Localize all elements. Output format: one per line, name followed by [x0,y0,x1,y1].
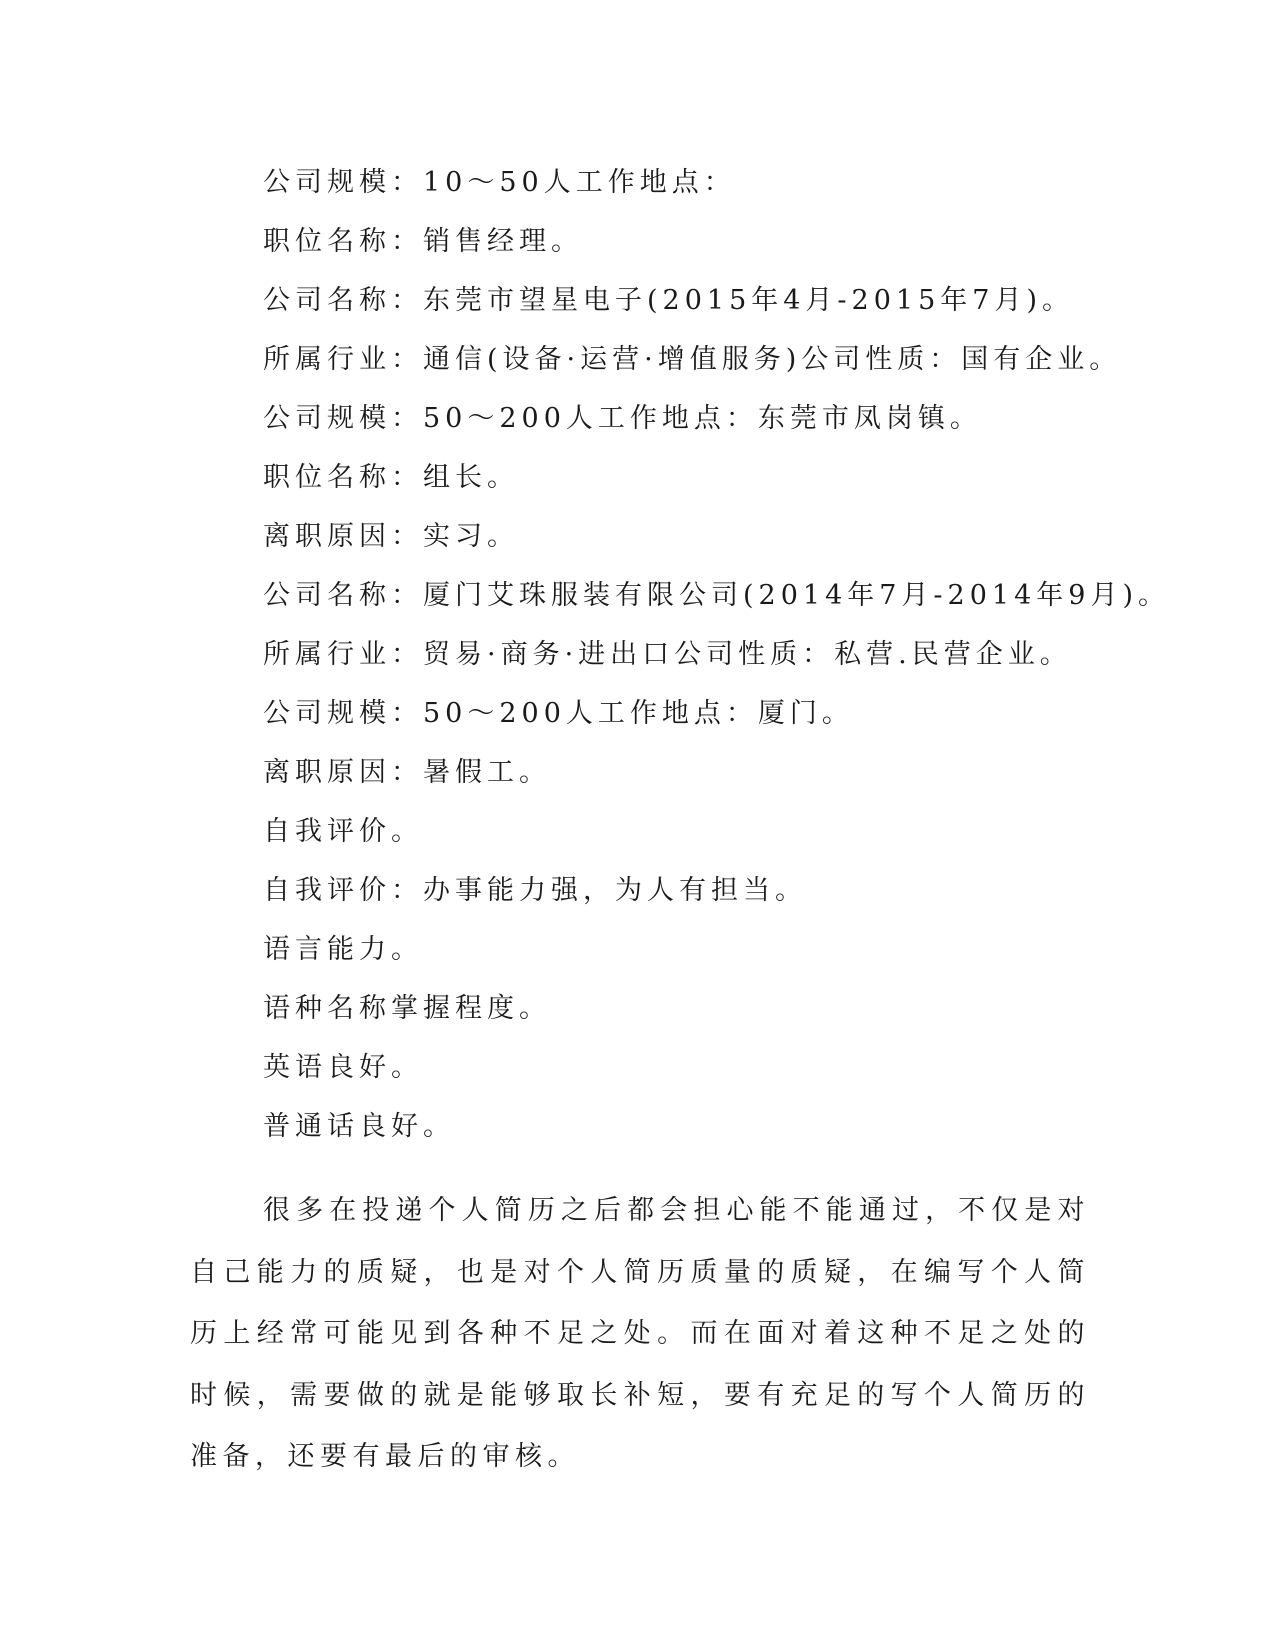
industry-line: 所属行业：通信(设备·运营·增值服务)公司性质：国有企业。 [263,344,1122,375]
position-title-line: 职位名称：销售经理。 [263,226,583,257]
company-name-line: 公司名称：厦门艾珠服装有限公司(2014年7月-2014年9月)。 [263,580,1170,611]
section-heading-language: 语言能力。 [263,934,423,965]
company-size-line: 公司规模：10～50人工作地点： [263,167,736,198]
language-header-line: 语种名称掌握程度。 [263,993,551,1024]
company-size-line: 公司规模：50～200人工作地点：厦门。 [263,698,854,729]
language-english-line: 英语良好。 [263,1052,423,1083]
company-size-line: 公司规模：50～200人工作地点：东莞市凤岗镇。 [263,403,982,434]
company-name-line: 公司名称：东莞市望星电子(2015年4月-2015年7月)。 [263,285,1074,316]
language-mandarin-line: 普通话良好。 [263,1111,455,1142]
section-heading-self-evaluation: 自我评价。 [263,816,423,847]
leaving-reason-line: 离职原因：实习。 [263,521,519,552]
self-evaluation-line: 自我评价：办事能力强，为人有担当。 [263,875,807,906]
position-title-line: 职位名称：组长。 [263,462,519,493]
industry-line: 所属行业：贸易·商务·进出口公司性质：私营.民营企业。 [263,639,1072,670]
leaving-reason-line: 离职原因：暑假工。 [263,757,551,788]
closing-paragraph: 很多在投递个人简历之后都会担心能不能通过，不仅是对自己能力的质疑，也是对个人简历质量的质疑，在编写个人简历上经常可能见到各种不足之处。而在面对着这种不足之处的时候，需要做的就是能够取长补短，要有充足的写个人简历的准备，还要有最后的审核。 [190,1195,1090,1472]
